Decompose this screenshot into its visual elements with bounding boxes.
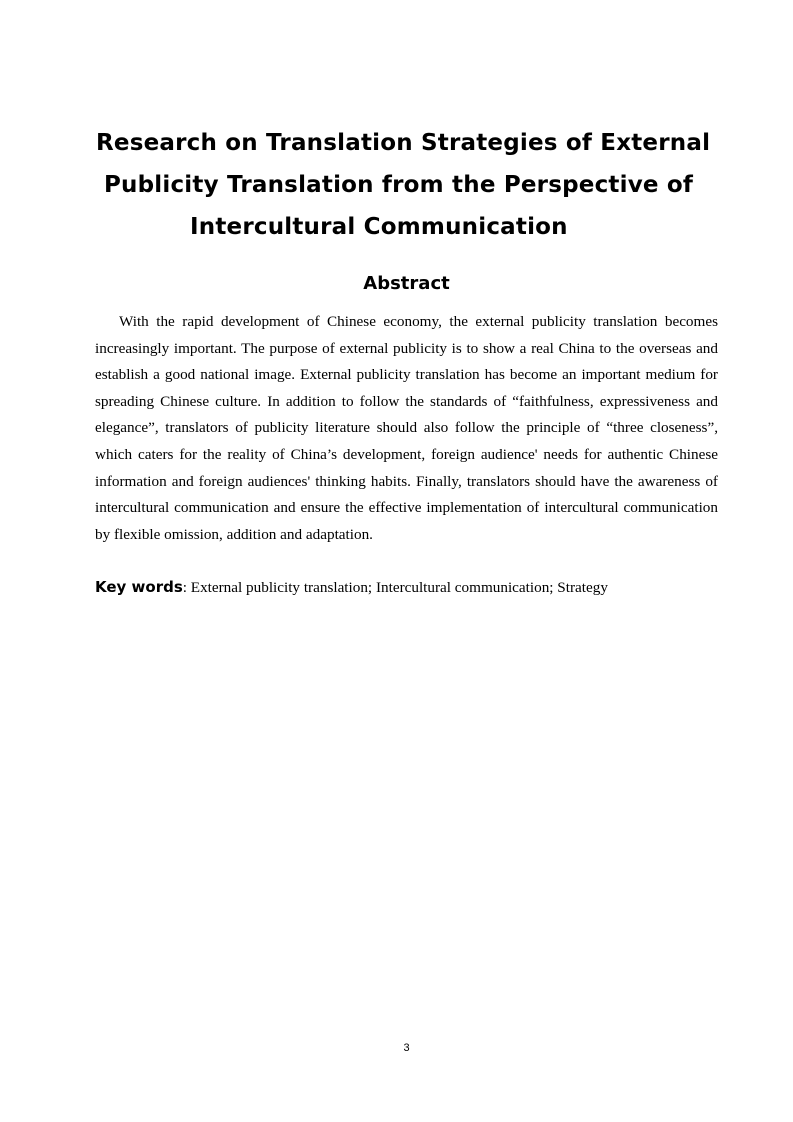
abstract-body: With the rapid development of Chinese economy, the external publicity translation becomes increasingly important. The purpose of external publicity is to show a real China to the overseas and establish a good national image. External publicity translation has become an important medium for spreading Chinese culture. In addition to follow the standards of “faithfulness, expressiveness and elegance”, translators of publicity literature should also follow the principle of “three closeness”, which caters for the reality of China’s development, foreign audience' needs for authentic Chinese information and foreign audiences' thinking habits. Finally, translators should have the awareness of intercultural communication and ensure the effective implementation of intercultural communication by flexible omission, addition and adaptation. <box>95 313 718 543</box>
title-line-3: Intercultural Communication <box>190 214 568 240</box>
keywords-line <box>95 574 735 601</box>
paper-title <box>90 122 722 248</box>
abstract-heading: Abstract <box>363 273 450 294</box>
title-line-1: Research on Translation Strategies of External <box>96 130 711 156</box>
keywords-label: Key words <box>95 578 183 596</box>
page-number: 3 <box>403 1042 410 1054</box>
keywords-separator: : <box>182 579 191 596</box>
title-line-2: Publicity Translation from the Perspective of <box>104 172 694 198</box>
keywords-text: External publicity translation; Intercultural communication; Strategy <box>190 579 608 596</box>
